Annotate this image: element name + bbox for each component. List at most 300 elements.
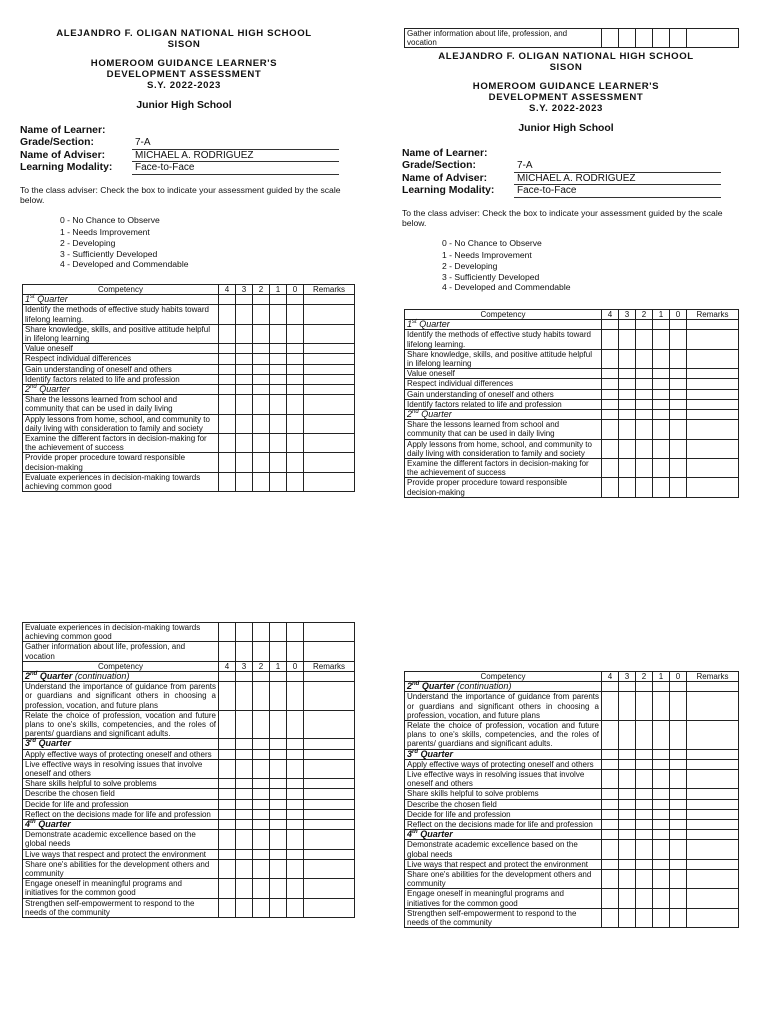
remarks-cell[interactable] bbox=[304, 354, 355, 364]
rating-checkbox-3[interactable] bbox=[236, 453, 253, 472]
rating-checkbox-1[interactable] bbox=[270, 305, 287, 324]
rating-checkbox-0[interactable] bbox=[670, 809, 687, 819]
rating-checkbox-4[interactable] bbox=[219, 898, 236, 917]
rating-checkbox-2[interactable] bbox=[253, 898, 270, 917]
remarks-cell[interactable] bbox=[687, 420, 739, 439]
rating-checkbox-0[interactable] bbox=[670, 889, 687, 908]
rating-checkbox-1[interactable] bbox=[653, 459, 670, 478]
rating-checkbox-0[interactable] bbox=[287, 295, 304, 305]
remarks-cell[interactable] bbox=[304, 385, 355, 395]
rating-checkbox-2[interactable] bbox=[636, 770, 653, 789]
rating-checkbox-1[interactable] bbox=[270, 434, 287, 453]
rating-checkbox-1[interactable] bbox=[653, 399, 670, 409]
rating-checkbox-0[interactable] bbox=[287, 395, 304, 414]
remarks-cell[interactable] bbox=[304, 295, 355, 305]
remarks-cell[interactable] bbox=[304, 682, 355, 711]
rating-checkbox-3[interactable] bbox=[236, 759, 253, 778]
remarks-cell[interactable] bbox=[304, 859, 355, 878]
rating-checkbox-1[interactable] bbox=[653, 830, 670, 840]
rating-checkbox-1[interactable] bbox=[270, 799, 287, 809]
rating-checkbox-3[interactable] bbox=[236, 414, 253, 433]
rating-checkbox-1[interactable] bbox=[270, 623, 287, 642]
remarks-cell[interactable] bbox=[304, 789, 355, 799]
rating-checkbox-3[interactable] bbox=[619, 330, 636, 349]
remarks-cell[interactable] bbox=[687, 759, 739, 769]
rating-checkbox-0[interactable] bbox=[670, 789, 687, 799]
rating-checkbox-2[interactable] bbox=[253, 354, 270, 364]
grade-value[interactable]: 7-A bbox=[132, 137, 339, 149]
rating-checkbox-4[interactable] bbox=[602, 320, 619, 330]
rating-checkbox-0[interactable] bbox=[670, 379, 687, 389]
rating-checkbox-1[interactable] bbox=[270, 472, 287, 491]
rating-checkbox-0[interactable] bbox=[287, 364, 304, 374]
rating-checkbox-3[interactable] bbox=[236, 385, 253, 395]
rating-checkbox-2[interactable] bbox=[253, 820, 270, 830]
rating-checkbox-3[interactable] bbox=[236, 672, 253, 682]
rating-checkbox-4[interactable] bbox=[219, 749, 236, 759]
rating-checkbox-2[interactable] bbox=[253, 472, 270, 491]
rating-checkbox-4[interactable] bbox=[219, 830, 236, 849]
remarks-cell[interactable] bbox=[687, 749, 739, 759]
rating-checkbox-1[interactable] bbox=[270, 354, 287, 364]
rating-checkbox-4[interactable] bbox=[602, 721, 619, 750]
rating-checkbox-0[interactable] bbox=[287, 859, 304, 878]
rating-checkbox-4[interactable] bbox=[602, 840, 619, 859]
rating-checkbox-3[interactable] bbox=[236, 623, 253, 642]
rating-checkbox-0[interactable] bbox=[287, 623, 304, 642]
rating-checkbox-1[interactable] bbox=[653, 721, 670, 750]
rating-checkbox-1[interactable] bbox=[270, 374, 287, 384]
rating-checkbox-3[interactable] bbox=[619, 420, 636, 439]
rating-checkbox-1[interactable] bbox=[270, 820, 287, 830]
rating-checkbox-1[interactable] bbox=[653, 749, 670, 759]
rating-checkbox-4[interactable] bbox=[219, 354, 236, 364]
rating-checkbox-2[interactable] bbox=[253, 789, 270, 799]
rating-checkbox-4[interactable] bbox=[219, 395, 236, 414]
rating-checkbox-3[interactable] bbox=[236, 739, 253, 749]
rating-checkbox-0[interactable] bbox=[670, 870, 687, 889]
rating-checkbox-1[interactable] bbox=[270, 364, 287, 374]
remarks-cell[interactable] bbox=[687, 682, 739, 692]
rating-checkbox-4[interactable] bbox=[602, 349, 619, 368]
rating-checkbox-1[interactable] bbox=[270, 779, 287, 789]
remarks-cell[interactable] bbox=[687, 721, 739, 750]
rating-checkbox-3[interactable] bbox=[236, 849, 253, 859]
rating-checkbox-4[interactable] bbox=[602, 809, 619, 819]
rating-checkbox-3[interactable] bbox=[619, 320, 636, 330]
rating-checkbox-4[interactable] bbox=[219, 374, 236, 384]
rating-checkbox-1[interactable] bbox=[653, 770, 670, 789]
rating-checkbox-1[interactable] bbox=[270, 682, 287, 711]
remarks-cell[interactable] bbox=[304, 849, 355, 859]
remarks-cell[interactable] bbox=[304, 710, 355, 739]
rating-checkbox-3[interactable] bbox=[236, 779, 253, 789]
rating-checkbox-0[interactable] bbox=[287, 305, 304, 324]
rating-checkbox-3[interactable] bbox=[236, 295, 253, 305]
rating-checkbox-3[interactable] bbox=[619, 399, 636, 409]
rating-checkbox-0[interactable] bbox=[287, 642, 304, 661]
rating-checkbox-1[interactable] bbox=[270, 849, 287, 859]
rating-checkbox-0[interactable] bbox=[670, 389, 687, 399]
remarks-cell[interactable] bbox=[687, 29, 739, 48]
rating-checkbox-0[interactable] bbox=[670, 759, 687, 769]
rating-checkbox-4[interactable] bbox=[602, 749, 619, 759]
rating-checkbox-0[interactable] bbox=[670, 692, 687, 721]
rating-checkbox-2[interactable] bbox=[636, 459, 653, 478]
rating-checkbox-4[interactable] bbox=[219, 623, 236, 642]
rating-checkbox-1[interactable] bbox=[270, 759, 287, 778]
rating-checkbox-3[interactable] bbox=[619, 840, 636, 859]
rating-checkbox-0[interactable] bbox=[287, 789, 304, 799]
rating-checkbox-1[interactable] bbox=[653, 870, 670, 889]
remarks-cell[interactable] bbox=[687, 889, 739, 908]
rating-checkbox-4[interactable] bbox=[602, 759, 619, 769]
rating-checkbox-0[interactable] bbox=[670, 859, 687, 869]
rating-checkbox-0[interactable] bbox=[287, 809, 304, 819]
rating-checkbox-0[interactable] bbox=[287, 749, 304, 759]
rating-checkbox-2[interactable] bbox=[253, 395, 270, 414]
rating-checkbox-3[interactable] bbox=[619, 809, 636, 819]
rating-checkbox-2[interactable] bbox=[253, 739, 270, 749]
rating-checkbox-3[interactable] bbox=[619, 369, 636, 379]
rating-checkbox-1[interactable] bbox=[270, 414, 287, 433]
rating-checkbox-0[interactable] bbox=[670, 439, 687, 458]
rating-checkbox-2[interactable] bbox=[253, 672, 270, 682]
remarks-cell[interactable] bbox=[304, 364, 355, 374]
rating-checkbox-3[interactable] bbox=[236, 710, 253, 739]
rating-checkbox-2[interactable] bbox=[636, 830, 653, 840]
rating-checkbox-3[interactable] bbox=[236, 859, 253, 878]
remarks-cell[interactable] bbox=[304, 395, 355, 414]
rating-checkbox-3[interactable] bbox=[619, 692, 636, 721]
rating-checkbox-1[interactable] bbox=[653, 410, 670, 420]
rating-checkbox-2[interactable] bbox=[636, 478, 653, 497]
rating-checkbox-2[interactable] bbox=[636, 379, 653, 389]
rating-checkbox-1[interactable] bbox=[653, 330, 670, 349]
rating-checkbox-0[interactable] bbox=[287, 434, 304, 453]
rating-checkbox-1[interactable] bbox=[270, 830, 287, 849]
rating-checkbox-0[interactable] bbox=[287, 799, 304, 809]
remarks-cell[interactable] bbox=[304, 344, 355, 354]
rating-checkbox-4[interactable] bbox=[219, 759, 236, 778]
rating-checkbox-4[interactable] bbox=[219, 672, 236, 682]
rating-checkbox-1[interactable] bbox=[270, 453, 287, 472]
rating-checkbox-1[interactable] bbox=[653, 759, 670, 769]
remarks-cell[interactable] bbox=[687, 330, 739, 349]
remarks-cell[interactable] bbox=[687, 439, 739, 458]
rating-checkbox-1[interactable] bbox=[653, 320, 670, 330]
rating-checkbox-0[interactable] bbox=[670, 320, 687, 330]
rating-checkbox-1[interactable] bbox=[270, 859, 287, 878]
remarks-cell[interactable] bbox=[687, 389, 739, 399]
rating-checkbox-2[interactable] bbox=[253, 879, 270, 898]
rating-checkbox-2[interactable] bbox=[636, 420, 653, 439]
remarks-cell[interactable] bbox=[304, 472, 355, 491]
remarks-cell[interactable] bbox=[687, 410, 739, 420]
rating-checkbox-1[interactable] bbox=[653, 682, 670, 692]
rating-checkbox-0[interactable] bbox=[287, 672, 304, 682]
rating-checkbox-2[interactable] bbox=[253, 305, 270, 324]
rating-checkbox-0[interactable] bbox=[670, 770, 687, 789]
rating-checkbox-3[interactable] bbox=[236, 395, 253, 414]
rating-checkbox-2[interactable] bbox=[253, 682, 270, 711]
remarks-cell[interactable] bbox=[687, 692, 739, 721]
rating-checkbox-3[interactable] bbox=[619, 459, 636, 478]
modality-value[interactable]: Face-to-Face bbox=[132, 162, 339, 174]
rating-checkbox-4[interactable] bbox=[219, 789, 236, 799]
rating-checkbox-3[interactable] bbox=[619, 379, 636, 389]
rating-checkbox-1[interactable] bbox=[653, 889, 670, 908]
modality-value[interactable]: Face-to-Face bbox=[514, 185, 721, 197]
rating-checkbox-1[interactable] bbox=[653, 908, 670, 927]
rating-checkbox-0[interactable] bbox=[670, 330, 687, 349]
rating-checkbox-0[interactable] bbox=[670, 682, 687, 692]
rating-checkbox-1[interactable] bbox=[653, 379, 670, 389]
rating-checkbox-1[interactable] bbox=[270, 739, 287, 749]
rating-checkbox-3[interactable] bbox=[236, 305, 253, 324]
rating-checkbox-3[interactable] bbox=[236, 354, 253, 364]
remarks-cell[interactable] bbox=[687, 320, 739, 330]
remarks-cell[interactable] bbox=[304, 779, 355, 789]
rating-checkbox-1[interactable] bbox=[653, 799, 670, 809]
rating-checkbox-1[interactable] bbox=[270, 642, 287, 661]
rating-checkbox-3[interactable] bbox=[619, 789, 636, 799]
rating-checkbox-4[interactable] bbox=[602, 369, 619, 379]
rating-checkbox-4[interactable] bbox=[602, 682, 619, 692]
rating-checkbox-2[interactable] bbox=[253, 295, 270, 305]
rating-checkbox-3[interactable] bbox=[619, 749, 636, 759]
rating-checkbox-4[interactable] bbox=[602, 410, 619, 420]
rating-checkbox-3[interactable] bbox=[236, 434, 253, 453]
remarks-cell[interactable] bbox=[304, 739, 355, 749]
rating-checkbox-3[interactable] bbox=[236, 799, 253, 809]
remarks-cell[interactable] bbox=[687, 349, 739, 368]
rating-checkbox-1[interactable] bbox=[653, 29, 670, 48]
rating-checkbox-2[interactable] bbox=[636, 749, 653, 759]
rating-checkbox-2[interactable] bbox=[253, 344, 270, 354]
rating-checkbox-3[interactable] bbox=[619, 410, 636, 420]
remarks-cell[interactable] bbox=[687, 770, 739, 789]
rating-checkbox-2[interactable] bbox=[253, 453, 270, 472]
rating-checkbox-0[interactable] bbox=[287, 739, 304, 749]
rating-checkbox-2[interactable] bbox=[636, 369, 653, 379]
remarks-cell[interactable] bbox=[304, 749, 355, 759]
rating-checkbox-4[interactable] bbox=[219, 859, 236, 878]
rating-checkbox-4[interactable] bbox=[219, 324, 236, 343]
rating-checkbox-1[interactable] bbox=[653, 840, 670, 859]
remarks-cell[interactable] bbox=[687, 809, 739, 819]
rating-checkbox-3[interactable] bbox=[619, 349, 636, 368]
rating-checkbox-0[interactable] bbox=[670, 410, 687, 420]
rating-checkbox-2[interactable] bbox=[636, 389, 653, 399]
rating-checkbox-0[interactable] bbox=[670, 399, 687, 409]
adviser-value[interactable]: MICHAEL A. RODRIGUEZ bbox=[132, 150, 339, 162]
rating-checkbox-4[interactable] bbox=[219, 809, 236, 819]
rating-checkbox-3[interactable] bbox=[619, 439, 636, 458]
remarks-cell[interactable] bbox=[304, 898, 355, 917]
remarks-cell[interactable] bbox=[687, 859, 739, 869]
rating-checkbox-2[interactable] bbox=[253, 830, 270, 849]
rating-checkbox-0[interactable] bbox=[670, 29, 687, 48]
rating-checkbox-0[interactable] bbox=[287, 472, 304, 491]
rating-checkbox-3[interactable] bbox=[236, 374, 253, 384]
remarks-cell[interactable] bbox=[304, 453, 355, 472]
rating-checkbox-3[interactable] bbox=[619, 770, 636, 789]
rating-checkbox-3[interactable] bbox=[236, 898, 253, 917]
rating-checkbox-0[interactable] bbox=[287, 354, 304, 364]
rating-checkbox-2[interactable] bbox=[636, 349, 653, 368]
rating-checkbox-4[interactable] bbox=[219, 344, 236, 354]
rating-checkbox-0[interactable] bbox=[670, 478, 687, 497]
rating-checkbox-2[interactable] bbox=[636, 789, 653, 799]
remarks-cell[interactable] bbox=[687, 799, 739, 809]
remarks-cell[interactable] bbox=[304, 642, 355, 661]
rating-checkbox-0[interactable] bbox=[287, 898, 304, 917]
rating-checkbox-0[interactable] bbox=[670, 799, 687, 809]
rating-checkbox-2[interactable] bbox=[636, 692, 653, 721]
rating-checkbox-2[interactable] bbox=[253, 799, 270, 809]
rating-checkbox-1[interactable] bbox=[270, 809, 287, 819]
rating-checkbox-1[interactable] bbox=[270, 344, 287, 354]
rating-checkbox-2[interactable] bbox=[636, 889, 653, 908]
rating-checkbox-4[interactable] bbox=[219, 779, 236, 789]
rating-checkbox-4[interactable] bbox=[602, 789, 619, 799]
rating-checkbox-4[interactable] bbox=[602, 330, 619, 349]
rating-checkbox-4[interactable] bbox=[219, 414, 236, 433]
rating-checkbox-3[interactable] bbox=[619, 870, 636, 889]
remarks-cell[interactable] bbox=[687, 820, 739, 830]
rating-checkbox-4[interactable] bbox=[219, 799, 236, 809]
rating-checkbox-1[interactable] bbox=[653, 369, 670, 379]
remarks-cell[interactable] bbox=[687, 830, 739, 840]
rating-checkbox-4[interactable] bbox=[602, 908, 619, 927]
rating-checkbox-4[interactable] bbox=[602, 379, 619, 389]
rating-checkbox-1[interactable] bbox=[270, 749, 287, 759]
learner-value[interactable] bbox=[514, 148, 721, 160]
remarks-cell[interactable] bbox=[304, 324, 355, 343]
rating-checkbox-0[interactable] bbox=[670, 349, 687, 368]
rating-checkbox-1[interactable] bbox=[270, 879, 287, 898]
remarks-cell[interactable] bbox=[304, 830, 355, 849]
rating-checkbox-4[interactable] bbox=[219, 385, 236, 395]
rating-checkbox-4[interactable] bbox=[219, 472, 236, 491]
rating-checkbox-4[interactable] bbox=[602, 830, 619, 840]
rating-checkbox-4[interactable] bbox=[219, 849, 236, 859]
remarks-cell[interactable] bbox=[304, 820, 355, 830]
rating-checkbox-2[interactable] bbox=[636, 399, 653, 409]
rating-checkbox-2[interactable] bbox=[636, 799, 653, 809]
rating-checkbox-1[interactable] bbox=[653, 478, 670, 497]
rating-checkbox-4[interactable] bbox=[219, 364, 236, 374]
rating-checkbox-1[interactable] bbox=[270, 295, 287, 305]
rating-checkbox-1[interactable] bbox=[653, 349, 670, 368]
rating-checkbox-4[interactable] bbox=[219, 820, 236, 830]
rating-checkbox-3[interactable] bbox=[236, 809, 253, 819]
rating-checkbox-4[interactable] bbox=[219, 642, 236, 661]
rating-checkbox-3[interactable] bbox=[619, 478, 636, 497]
rating-checkbox-2[interactable] bbox=[636, 809, 653, 819]
rating-checkbox-1[interactable] bbox=[653, 389, 670, 399]
rating-checkbox-2[interactable] bbox=[636, 330, 653, 349]
remarks-cell[interactable] bbox=[304, 672, 355, 682]
remarks-cell[interactable] bbox=[687, 459, 739, 478]
rating-checkbox-3[interactable] bbox=[619, 759, 636, 769]
rating-checkbox-2[interactable] bbox=[253, 642, 270, 661]
remarks-cell[interactable] bbox=[304, 879, 355, 898]
rating-checkbox-0[interactable] bbox=[670, 830, 687, 840]
rating-checkbox-2[interactable] bbox=[253, 859, 270, 878]
rating-checkbox-4[interactable] bbox=[602, 439, 619, 458]
rating-checkbox-3[interactable] bbox=[236, 682, 253, 711]
rating-checkbox-1[interactable] bbox=[270, 385, 287, 395]
remarks-cell[interactable] bbox=[304, 799, 355, 809]
rating-checkbox-3[interactable] bbox=[236, 789, 253, 799]
rating-checkbox-2[interactable] bbox=[253, 385, 270, 395]
remarks-cell[interactable] bbox=[304, 414, 355, 433]
rating-checkbox-2[interactable] bbox=[636, 29, 653, 48]
rating-checkbox-0[interactable] bbox=[287, 879, 304, 898]
rating-checkbox-2[interactable] bbox=[636, 682, 653, 692]
rating-checkbox-3[interactable] bbox=[619, 29, 636, 48]
rating-checkbox-3[interactable] bbox=[619, 389, 636, 399]
rating-checkbox-4[interactable] bbox=[602, 399, 619, 409]
rating-checkbox-3[interactable] bbox=[236, 324, 253, 343]
rating-checkbox-2[interactable] bbox=[636, 439, 653, 458]
rating-checkbox-4[interactable] bbox=[219, 739, 236, 749]
rating-checkbox-0[interactable] bbox=[670, 459, 687, 478]
rating-checkbox-4[interactable] bbox=[219, 453, 236, 472]
rating-checkbox-3[interactable] bbox=[619, 682, 636, 692]
rating-checkbox-3[interactable] bbox=[236, 472, 253, 491]
rating-checkbox-0[interactable] bbox=[287, 324, 304, 343]
rating-checkbox-3[interactable] bbox=[236, 642, 253, 661]
remarks-cell[interactable] bbox=[687, 908, 739, 927]
rating-checkbox-3[interactable] bbox=[236, 879, 253, 898]
rating-checkbox-2[interactable] bbox=[253, 759, 270, 778]
rating-checkbox-3[interactable] bbox=[619, 721, 636, 750]
rating-checkbox-2[interactable] bbox=[636, 870, 653, 889]
rating-checkbox-2[interactable] bbox=[253, 623, 270, 642]
remarks-cell[interactable] bbox=[687, 870, 739, 889]
rating-checkbox-2[interactable] bbox=[253, 434, 270, 453]
rating-checkbox-2[interactable] bbox=[636, 908, 653, 927]
rating-checkbox-4[interactable] bbox=[219, 295, 236, 305]
rating-checkbox-2[interactable] bbox=[636, 840, 653, 859]
rating-checkbox-2[interactable] bbox=[253, 749, 270, 759]
rating-checkbox-4[interactable] bbox=[219, 682, 236, 711]
rating-checkbox-0[interactable] bbox=[287, 385, 304, 395]
rating-checkbox-4[interactable] bbox=[602, 692, 619, 721]
rating-checkbox-0[interactable] bbox=[670, 749, 687, 759]
rating-checkbox-2[interactable] bbox=[253, 364, 270, 374]
rating-checkbox-0[interactable] bbox=[287, 830, 304, 849]
rating-checkbox-0[interactable] bbox=[287, 849, 304, 859]
rating-checkbox-2[interactable] bbox=[253, 710, 270, 739]
rating-checkbox-4[interactable] bbox=[602, 459, 619, 478]
learner-value[interactable] bbox=[132, 125, 339, 137]
rating-checkbox-0[interactable] bbox=[287, 779, 304, 789]
rating-checkbox-4[interactable] bbox=[602, 389, 619, 399]
remarks-cell[interactable] bbox=[687, 379, 739, 389]
remarks-cell[interactable] bbox=[687, 789, 739, 799]
remarks-cell[interactable] bbox=[687, 369, 739, 379]
rating-checkbox-1[interactable] bbox=[653, 692, 670, 721]
rating-checkbox-0[interactable] bbox=[670, 840, 687, 859]
rating-checkbox-4[interactable] bbox=[219, 710, 236, 739]
rating-checkbox-4[interactable] bbox=[602, 770, 619, 789]
rating-checkbox-1[interactable] bbox=[653, 820, 670, 830]
remarks-cell[interactable] bbox=[687, 399, 739, 409]
